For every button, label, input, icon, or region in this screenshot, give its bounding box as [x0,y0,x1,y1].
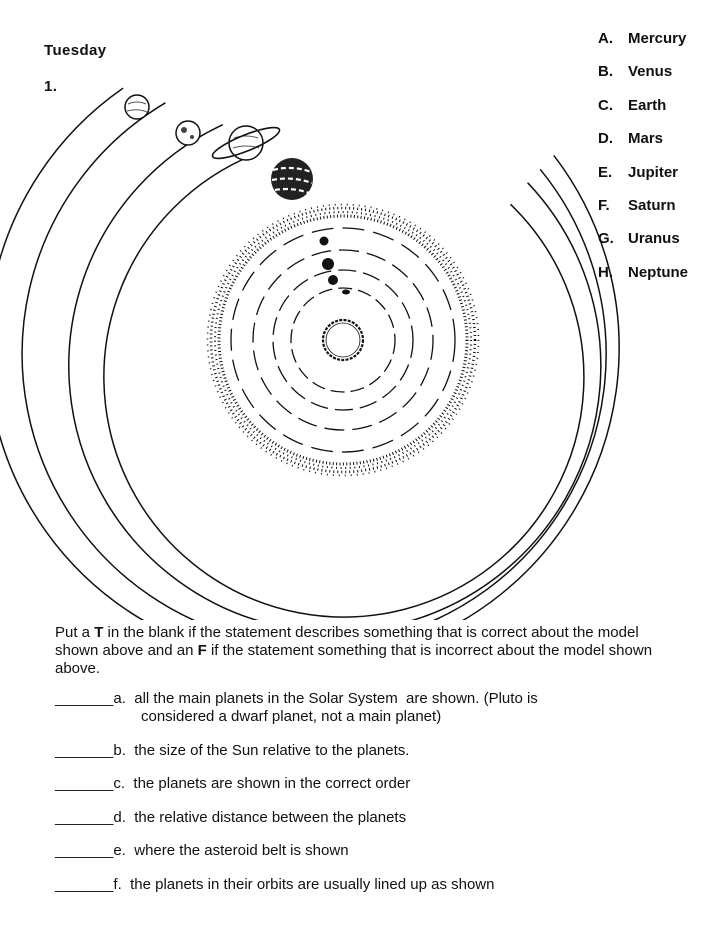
answer-blank[interactable]: _______ [55,741,114,759]
question-list [55,690,538,894]
planet-icon [322,258,334,270]
legend-item-mars: D. Mars [598,130,664,148]
legend-item-uranus: G. Uranus [598,230,680,248]
list-item: _______e. where the asteroid belt is shown [55,842,349,859]
list-item: _______b. the size of the Sun relative to the planets. [55,741,410,759]
planet-icon [342,290,350,295]
list-item: _______f. the planets in their orbits are usually lined up as shown [55,875,495,893]
planet-icon [125,95,149,119]
planet-icon [210,122,283,164]
orbit-ring-4 [104,154,584,617]
answer-blank[interactable]: _______ [55,808,114,826]
question-number: 1. [44,78,58,95]
page-title-day: Tuesday [44,42,107,59]
sun-icon [323,320,363,360]
answer-blank[interactable]: _______ [55,775,114,792]
planet-legend [598,30,688,297]
planet-icon [328,275,338,285]
legend-item-jupiter: E. Jupiter [598,163,679,181]
planet-icon [320,237,329,246]
list-item: _______c. the planets are shown in the correct order [55,775,411,792]
legend-item-neptune: H. Neptune [598,263,688,281]
answer-blank[interactable]: _______ [55,842,114,859]
list-item: _______d. the relative distance between the planets [55,808,407,826]
planet-icon [271,158,313,200]
planet-icon [176,121,200,145]
instructions: Put a T in the blank if the statement describes something that is correct about the model shown above and an F if the statement something that is incorrect about the model shown above. [55,624,653,677]
legend-item-earth: C. Earth [598,96,667,114]
legend-item-venus: B. Venus [598,63,673,81]
legend-item-mercury: A. Mercury [598,30,687,47]
orbit-ring-3 [69,125,601,620]
answer-blank[interactable]: _______ [55,690,114,707]
legend-item-saturn: F. Saturn [598,196,676,214]
list-item: _______ a. all the main planets in the Solar System are shown. (Pluto is considered a dwarf planet, not a main planet) [55,690,538,725]
answer-blank[interactable]: _______ [55,875,114,893]
